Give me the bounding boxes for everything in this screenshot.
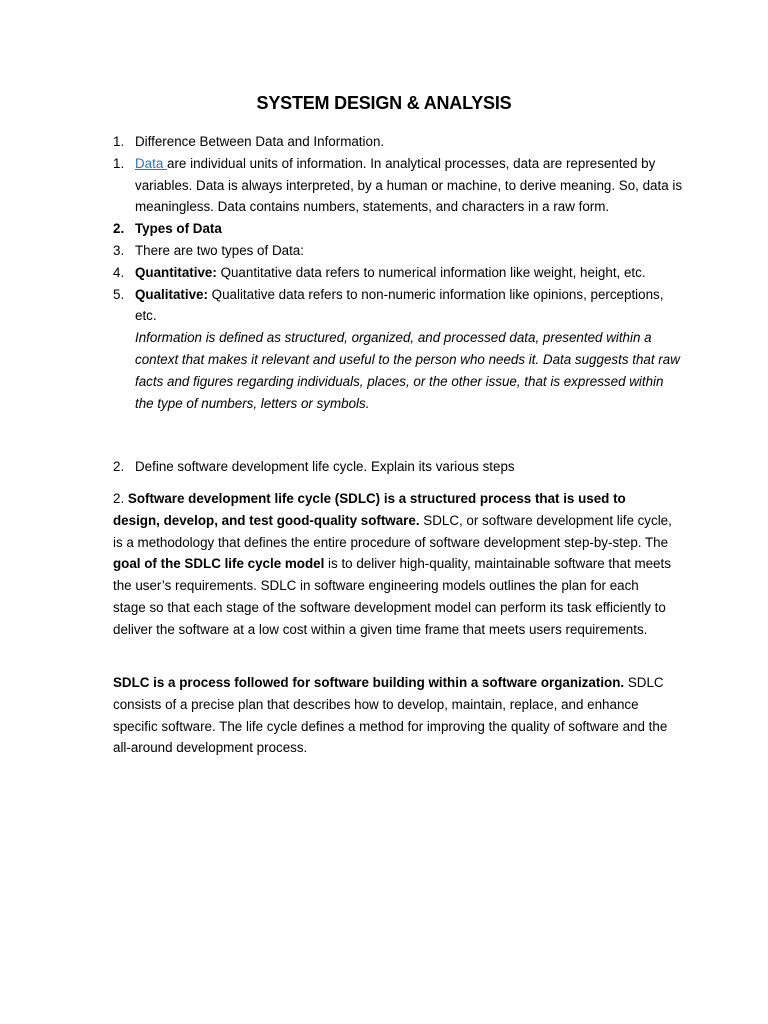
list-item bbox=[113, 456, 683, 478]
list-item-text: Qualitative data refers to non-numeric information like opinions, perceptions, etc. bbox=[135, 286, 664, 324]
sdlc-paragraph-1 bbox=[113, 488, 673, 641]
list-item-text: Quantitative data refers to numerical information like weight, height, etc. bbox=[216, 264, 646, 280]
list-number: 1. bbox=[113, 155, 125, 171]
list-item-text: are individual units of information. In analytical processes, data are represented by variables. Data is always interpreted, by a human or machine, to derive meaning. So, data is meaningless. Data contains numbers, statements, and characters in a raw form. bbox=[135, 155, 683, 215]
list-item bbox=[113, 153, 683, 218]
list-item bbox=[113, 284, 683, 328]
list-number: 2. bbox=[113, 459, 125, 474]
list-item bbox=[113, 218, 683, 240]
sdlc-definition: Software development life cycle (SDLC) is a structured process that is used to design, develop, and test good-quality software. bbox=[113, 491, 626, 528]
term-label: Qualitative: bbox=[135, 286, 208, 302]
list-item bbox=[113, 240, 683, 262]
list-number: 3. bbox=[113, 242, 125, 258]
term-label: Quantitative: bbox=[135, 264, 217, 280]
sdlc-paragraph-2 bbox=[113, 672, 673, 759]
sdlc-process-heading: SDLC is a process followed for software building within a software organization. bbox=[113, 675, 625, 690]
information-paragraph bbox=[113, 327, 683, 414]
paragraph-text: SDLC, or software development life cycle, is a methodology that defines the entire procedure of software development step-by-step. The bbox=[113, 512, 672, 550]
list-number: 2. bbox=[113, 221, 125, 237]
data-info-list bbox=[113, 131, 683, 414]
list-number: 4. bbox=[113, 264, 125, 280]
information-text: Information is defined as structured, organized, and processed data, presented within a context that makes it relevant and useful to the person who needs it. Data suggests that raw facts and figures regarding individuals, places, or the other issue, that is expressed within the type of numbers, letters or symbols. bbox=[135, 330, 680, 411]
list-item bbox=[113, 262, 683, 284]
sdlc-goal-heading: goal of the SDLC life cycle model bbox=[113, 556, 325, 572]
list-item-text: Define software development life cycle. Explain its various steps bbox=[135, 459, 515, 474]
paragraph-prefix: 2. bbox=[113, 491, 128, 506]
list-number: 5. bbox=[113, 286, 125, 302]
question-2 bbox=[113, 456, 683, 478]
list-item-heading: Types of Data bbox=[135, 221, 222, 237]
paragraph-text: is to deliver high-quality, maintainable software that meets the user’s requirements. SDLC in software engineering models outlines the plan for each stage so that each stage of the software development model can perform its task efficiently to deliver the software at a low cost within a given time frame that meets users requirements. bbox=[113, 556, 671, 637]
list-item-text: There are two types of Data: bbox=[135, 242, 304, 258]
list-item-text: Difference Between Data and Information. bbox=[135, 134, 385, 149]
data-link[interactable]: Data bbox=[135, 155, 168, 171]
paragraph-text: SDLC consists of a precise plan that describes how to develop, maintain, replace, and enhance specific software. The life cycle defines a method for improving the quality of software and the all-around development process. bbox=[113, 675, 668, 756]
document-title: SYSTEM DESIGN & ANALYSIS bbox=[256, 93, 512, 113]
list-number: 1. bbox=[113, 134, 125, 149]
list-item bbox=[113, 131, 683, 153]
